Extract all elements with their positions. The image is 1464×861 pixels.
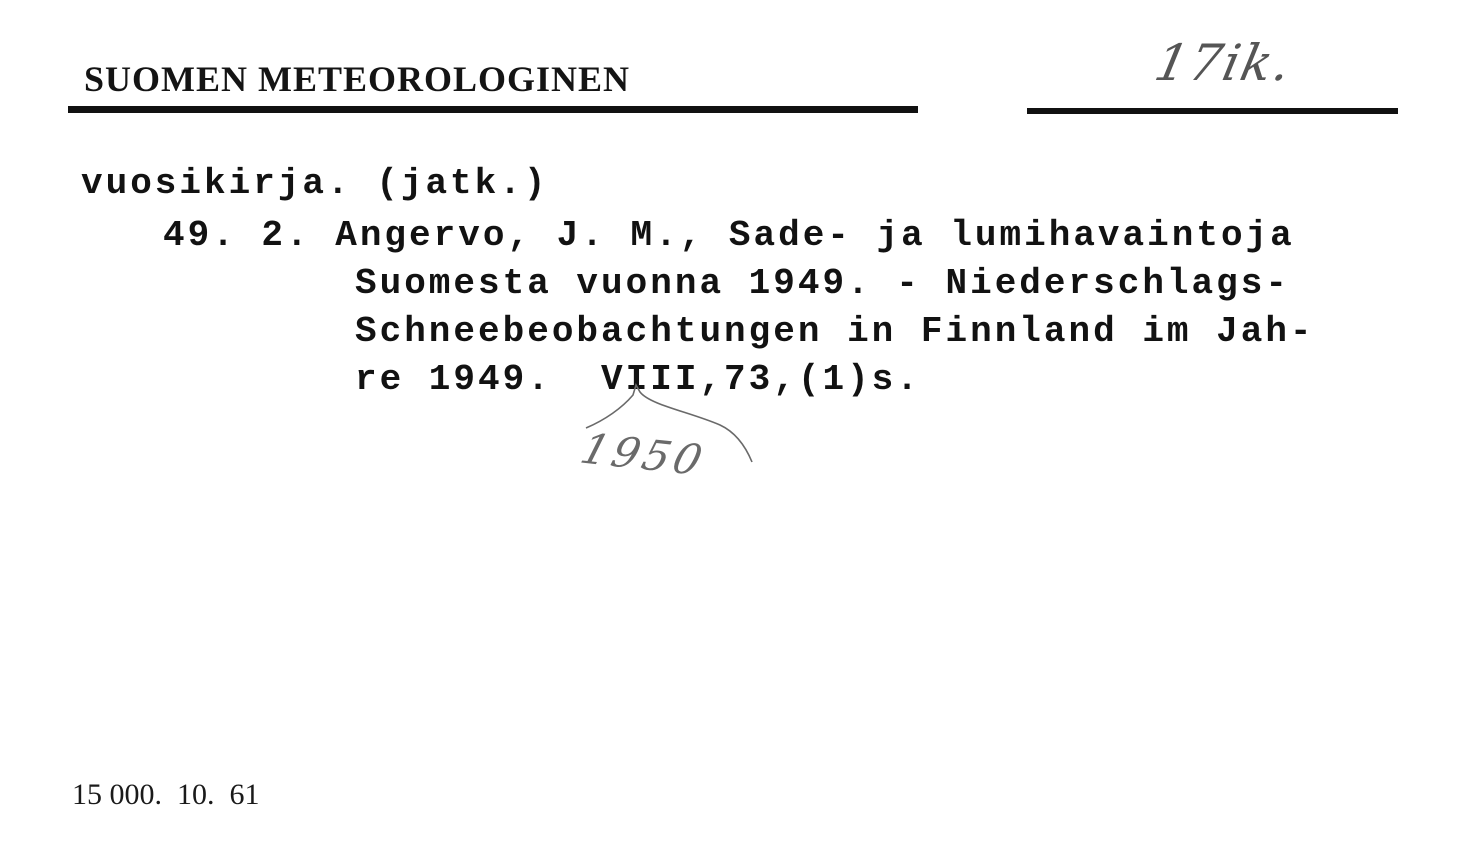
entry-line: re 1949. VIII,73,(1)s. <box>355 359 921 400</box>
entry-line: 49. 2. Angervo, J. M., Sade- ja lumihavaintoja <box>163 215 1295 256</box>
heading-underline <box>68 106 918 113</box>
handwritten-year: 1950 <box>575 424 712 485</box>
card-print-code: 15 000. 10. 61 <box>72 778 260 811</box>
title-continuation-line: vuosikirja. (jatk.) <box>81 163 549 204</box>
entry-line: Suomesta vuonna 1949. - Niederschlags- <box>355 263 1290 304</box>
card-heading: SUOMEN METEOROLOGINEN <box>84 59 631 99</box>
shelf-mark-underline <box>1027 108 1398 114</box>
entry-line: Schneebeobachtungen in Finnland im Jah- <box>355 311 1315 352</box>
handwritten-shelf-mark: 17ik. <box>1149 34 1298 92</box>
